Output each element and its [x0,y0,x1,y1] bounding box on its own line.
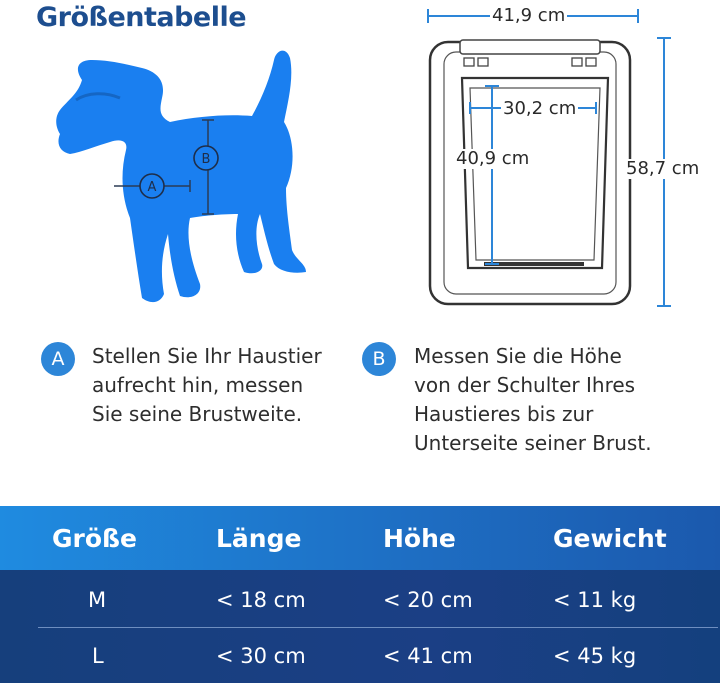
cell-length: < 30 cm [216,644,306,668]
header-weight: Gewicht [553,524,667,553]
table-body [0,570,720,683]
door-height-label: 58,7 cm [626,158,700,179]
dog-illustration [30,38,330,328]
svg-text:B: B [201,152,211,167]
header-size: Größe [52,524,137,553]
dog-silhouette [56,51,306,302]
instruction-a-text: Stellen Sie Ihr Haustier aufrecht hin, messen Sie seine Brustweite. [92,344,322,426]
header-length: Länge [216,524,302,553]
cell-size: M [88,588,107,612]
badge-a: A [41,342,75,376]
opening-height-label: 40,9 cm [456,148,530,169]
cell-height: < 41 cm [383,644,473,668]
cell-weight: < 45 kg [553,644,637,668]
table-row [0,572,720,628]
cell-weight: < 11 kg [553,588,637,612]
door-width-label: 41,9 cm [492,5,566,26]
header-height: Höhe [383,524,456,553]
svg-text:A: A [147,180,157,195]
page-title: Größentabelle [36,2,247,33]
size-table [0,506,720,683]
table-row [0,628,720,684]
instruction-b-text: Messen Sie die Höhe von der Schulter Ihres Haustieres bis zur Unterseite seiner Brust. [414,344,652,455]
marker-a [140,174,164,198]
table-header [0,506,720,570]
cell-length: < 18 cm [216,588,306,612]
marker-b [194,146,218,170]
opening-width-label: 30,2 cm [503,98,577,119]
badge-b: B [362,342,396,376]
cell-size: L [92,644,104,668]
cell-height: < 20 cm [383,588,473,612]
